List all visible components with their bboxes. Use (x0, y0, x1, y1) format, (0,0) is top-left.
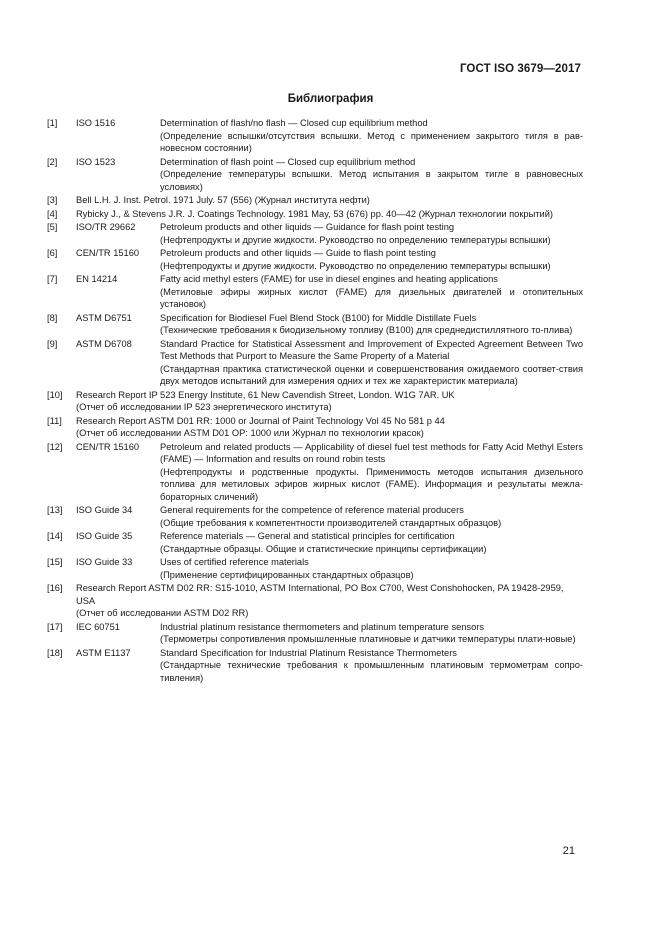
entry-title: Petroleum and related products — Applicability of diesel fuel test methods for Fatty Acid Methyl Esters (FAME) — Information and results on round robin tests (160, 441, 583, 464)
entry-title: General requirements for the competence of reference material producers (160, 505, 464, 515)
entry-translation: (Применение сертифицированных стандартных образцов) (160, 569, 414, 580)
entry-number: [7] (47, 274, 58, 284)
entry-title: Standard Practice for Statistical Assessment and Improvement of Expected Agreement Between Two Test Methods that Purport to Measure the Same Property of a Material (160, 338, 583, 361)
entry-body (160, 156, 583, 194)
entry-title: Petroleum products and other liquids — Guide to flash point testing (160, 248, 436, 258)
bibliography-entry (47, 338, 583, 388)
entry-code: CEN/TR 15160 (76, 248, 140, 258)
entry-body (160, 273, 583, 311)
entry-code: ASTM D6751 (76, 312, 132, 323)
entry-title: Fatty acid methyl esters (FAME) for use in diesel engines and heating applications (160, 274, 498, 284)
entry-title: Specification for Biodiesel Fuel Blend Stock (B100) for Middle Distillate Fuels (160, 312, 477, 323)
entry-number: [13] (47, 505, 63, 515)
entry-body (160, 441, 583, 504)
entry-body (160, 338, 583, 388)
entry-translation: (Нефтепродукты и родственные продукты. Применимость методов испытания дизельного топлива для метиловых эфиров жирных кислот (FAME). Информация и результаты межла-бораторных сличений) (160, 466, 583, 502)
entry-number: [1] (47, 118, 58, 128)
entry-title: Standard Specification for Industrial Platinum Resistance Thermometers (160, 647, 457, 658)
bibliography-entry (47, 530, 583, 555)
entry-code: IEC 60751 (76, 621, 120, 632)
entry-translation: (Определение вспышки/отсутствия вспышки. Метод с применением закрытого тигля в рав-новесном состоянии) (160, 130, 583, 153)
entry-translation: (Отчет об исследовании ASTM D02 RR) (76, 608, 249, 618)
entry-code: ASTM E1137 (76, 647, 131, 658)
bibliography-entry (47, 504, 583, 529)
entry-title: Rybicky J., & Stevens J.R. J. Coatings Technology. 1981 May, 53 (676) pp. 40—42 (Журнал технологии покрытий) (76, 208, 554, 219)
bibliography-entry (47, 194, 583, 207)
entry-body (76, 208, 583, 221)
entry-number: [5] (47, 222, 58, 232)
entry-number: [16] (47, 583, 63, 593)
entry-code: ISO Guide 34 (76, 505, 133, 515)
entry-body (160, 647, 583, 685)
entry-title: Uses of certified reference materials (160, 557, 309, 567)
entry-code: ISO Guide 35 (76, 531, 133, 541)
bibliography-entry (47, 312, 583, 337)
bibliography-entry (47, 415, 583, 440)
entry-number: [6] (47, 248, 58, 258)
entry-title: Bell L.H. J. Inst. Petrol. 1971 July. 57 (556) (Журнал института нефти) (76, 195, 370, 205)
entry-translation: (Общие требования к компетентности производителей стандартных образцов) (160, 517, 502, 528)
entry-body (160, 247, 583, 272)
entry-number: [9] (47, 338, 58, 349)
entry-body (160, 221, 583, 246)
entry-code: CEN/TR 15160 (76, 441, 140, 452)
entry-translation: (Технические требования к биодизельному топливу (B100) для среднедистиллятного то-плива) (160, 325, 573, 335)
page-number: 21 (562, 845, 575, 857)
bibliography-entry (47, 208, 583, 221)
entry-title: Petroleum products and other liquids — Guidance for flash point testing (160, 222, 455, 232)
entry-number: [12] (47, 441, 63, 452)
entry-body (160, 621, 583, 646)
entry-title: Research Report ASTM D01 RR: 1000 or Journal of Paint Technology Vol 45 No 581 p 44 (76, 415, 445, 426)
bibliography-entry (47, 621, 583, 646)
entry-translation: (Нефтепродукты и другие жидкости. Руководство по определению температуры вспышки) (160, 234, 551, 245)
section-title: Библиография (287, 93, 374, 105)
entry-code: ISO 1523 (76, 156, 116, 167)
entry-body (76, 194, 583, 207)
entry-translation: (Отчет об исследовании IP 523 энергетического института) (76, 402, 332, 412)
entry-translation: (Стандартные образцы. Общие и статистические принципы сертификации) (160, 543, 487, 554)
entry-number: [3] (47, 195, 58, 205)
bibliography-entry (47, 273, 583, 311)
entry-code: EN 14214 (76, 274, 118, 284)
entry-translation: (Стандартная практика статистической оценки и совершенствования ожидаемого соответ-ствия двух методов испытаний для измерения одних и тех же характеристик материала) (160, 363, 583, 386)
entry-translation: (Термометры сопротивления промышленные платиновые и датчики температуры плати-новые) (160, 634, 576, 644)
entry-translation: (Метиловые эфиры жирных кислот (FAME) для дизельных двигателей и отопительных установок) (160, 286, 583, 309)
entry-code: ASTM D6708 (76, 338, 132, 349)
entry-title: Reference materials — General and statistical principles for certification (160, 531, 455, 541)
entry-body (160, 530, 583, 555)
entry-code: ISO/TR 29662 (76, 222, 136, 232)
entry-title: Determination of flash point — Closed cup equilibrium method (160, 156, 416, 167)
entry-body (160, 504, 583, 529)
entry-translation: (Определение температуры вспышки. Метод испытания в закрытом тигле в равновесных условиях) (160, 169, 583, 192)
bibliography-entry (47, 582, 583, 620)
entry-code: ISO 1516 (76, 118, 116, 128)
bibliography-entry (47, 117, 583, 155)
entry-number: [18] (47, 647, 63, 658)
entry-number: [17] (47, 621, 63, 632)
entry-number: [4] (47, 208, 58, 219)
entry-code: ISO Guide 33 (76, 557, 133, 567)
entry-body (76, 415, 583, 440)
entry-body (76, 582, 583, 620)
entry-title: Research Report IP 523 Energy Institute, 61 New Cavendish Street, London. W1G 7AR. UK (76, 389, 455, 400)
bibliography-entry (47, 221, 583, 246)
entry-number: [8] (47, 312, 58, 323)
entry-body (76, 389, 583, 414)
entry-translation: (Отчет об исследовании ASTM D01 OP: 1000 или Журнал по технологии красок) (76, 428, 424, 438)
bibliography-entry (47, 247, 583, 272)
entry-title: Industrial platinum resistance thermometers and platinum temperature sensors (160, 621, 484, 632)
entry-body (160, 312, 583, 337)
bibliography-entry (47, 389, 583, 414)
bibliography-entry (47, 556, 583, 581)
document-header: ГОСТ ISO 3679—2017 (459, 63, 581, 75)
entry-number: [10] (47, 389, 63, 400)
entry-number: [14] (47, 531, 63, 541)
entry-translation: (Стандартные технические требования к промышленным платиновым термометрам сопро-тивления) (160, 660, 583, 683)
entry-title: Research Report ASTM D02 RR: S15-1010, ASTM International, PO Box C700, West Conshohocken, PA 19428-2959, USA (76, 583, 564, 606)
bibliography-list (47, 117, 583, 685)
entry-number: [15] (47, 557, 63, 567)
bibliography-entry (47, 156, 583, 194)
entry-body (160, 117, 583, 155)
entry-title: Determination of flash/no flash — Closed cup equilibrium method (160, 118, 428, 128)
bibliography-entry (47, 441, 583, 504)
entry-number: [11] (47, 415, 62, 426)
entry-translation: (Нефтепродукты и другие жидкости. Руководство по определению температуры вспышки) (160, 260, 551, 271)
bibliography-entry (47, 647, 583, 685)
entry-body (160, 556, 583, 581)
entry-number: [2] (47, 156, 58, 167)
